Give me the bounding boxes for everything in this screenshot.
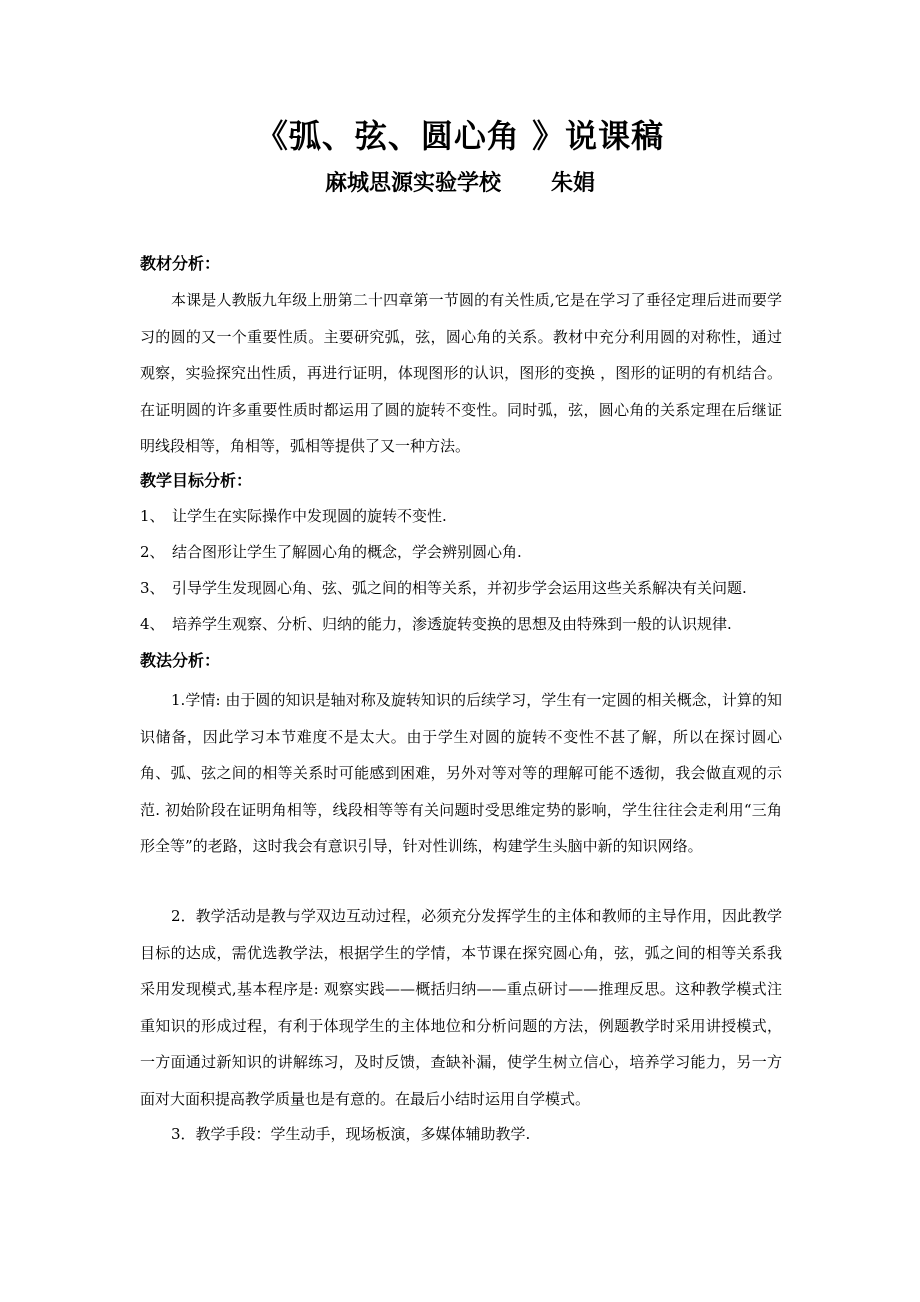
- objective-item: [140, 574, 800, 602]
- objective-number: 1、: [140, 507, 165, 525]
- author-name: 朱娟: [551, 171, 596, 196]
- material-paragraph: 本课是人教版九年级上册第二十四章第一节圆的有关性质,它是在学习了垂径定理后进而要学习的圆的又一个重要性质。主要研究弧，弦，圆心角的关系。教材中充分利用圆的对称性，通过观察，实验探究出性质，再进行证明，体现图形的认识，图形的变换 ，图形的证明的有机结合。在证明圆的许多重要性质时都运用了圆的旋转不变性。同时弧，弦，圆心角的关系定理在后继证明线段相等，角相等，弧相等提供了又一种方法。: [140, 291, 782, 455]
- objective-item: [140, 538, 800, 566]
- objective-text: 培养学生观察、分析、归纳的能力，渗透旋转变换的思想及由特殊到一般的认识规律.: [172, 615, 732, 633]
- objective-item: [140, 502, 800, 530]
- objective-number: 4、: [140, 615, 165, 633]
- objective-item: [140, 610, 800, 638]
- objective-number: 2、: [140, 543, 165, 561]
- document-title: 《弧、弦、圆心角 》说课稿: [255, 117, 665, 155]
- methods-paragraph-1: 1.学情: 由于圆的知识是轴对称及旋转知识的后续学习，学生有一定圆的相关概念，计算的知识储备，因此学习本节难度不是太大。由于学生对圆的旋转不变性不甚了解，所以在探讨圆心角、弧、弦之间的相等关系时可能感到困难，另外对等对等的理解可能不透彻，我会做直观的示范. 初始阶段在证明角相等，线段相等等有关问题时受思维定势的影响，学生往往会走利用“三角形全等”的老路，这时我会有意识引导，针对性训练，构建学生头脑中新的知识网络。: [140, 691, 782, 855]
- school-name: 麻城思源实验学校: [324, 171, 501, 196]
- document-byline: [0, 166, 920, 202]
- objective-text: 引导学生发现圆心角、弦、弧之间的相等关系，并初步学会运用这些关系解决有关问题.: [172, 579, 747, 597]
- objective-number: 3、: [140, 579, 165, 597]
- methods-paragraph-2: 2．教学活动是教与学双边互动过程，必须充分发挥学生的主体和教师的主导作用，因此教学目标的达成，需优选教学法，根据学生的学情，本节课在探究圆心角，弦，弧之间的相等关系我采用发现模式,基本程序是: 观察实践——概括归纳——重点研讨——推理反思。这种教学模式注重知识的形成过程，有利于体现学生的主体地位和分析问题的方法，例题教学时采用讲授模式，一方面通过新知识的讲解练习，及时反馈，查缺补漏，使学生树立信心，培养学习能力，另一方面对大面积提高教学质量也是有意的。在最后小结时运用自学模式。: [140, 907, 782, 1108]
- material-heading: 教材分析：: [140, 254, 221, 273]
- methods-paragraph-3: 3．教学手段：学生动手，现场板演，多媒体辅助教学.: [171, 1125, 531, 1143]
- objectives-heading: 教学目标分析：: [140, 471, 253, 490]
- objective-text: 结合图形让学生了解圆心角的概念，学会辨别圆心角.: [172, 543, 522, 561]
- methods-heading: 教法分析：: [140, 651, 221, 670]
- objective-text: 让学生在实际操作中发现圆的旋转不变性.: [172, 507, 447, 525]
